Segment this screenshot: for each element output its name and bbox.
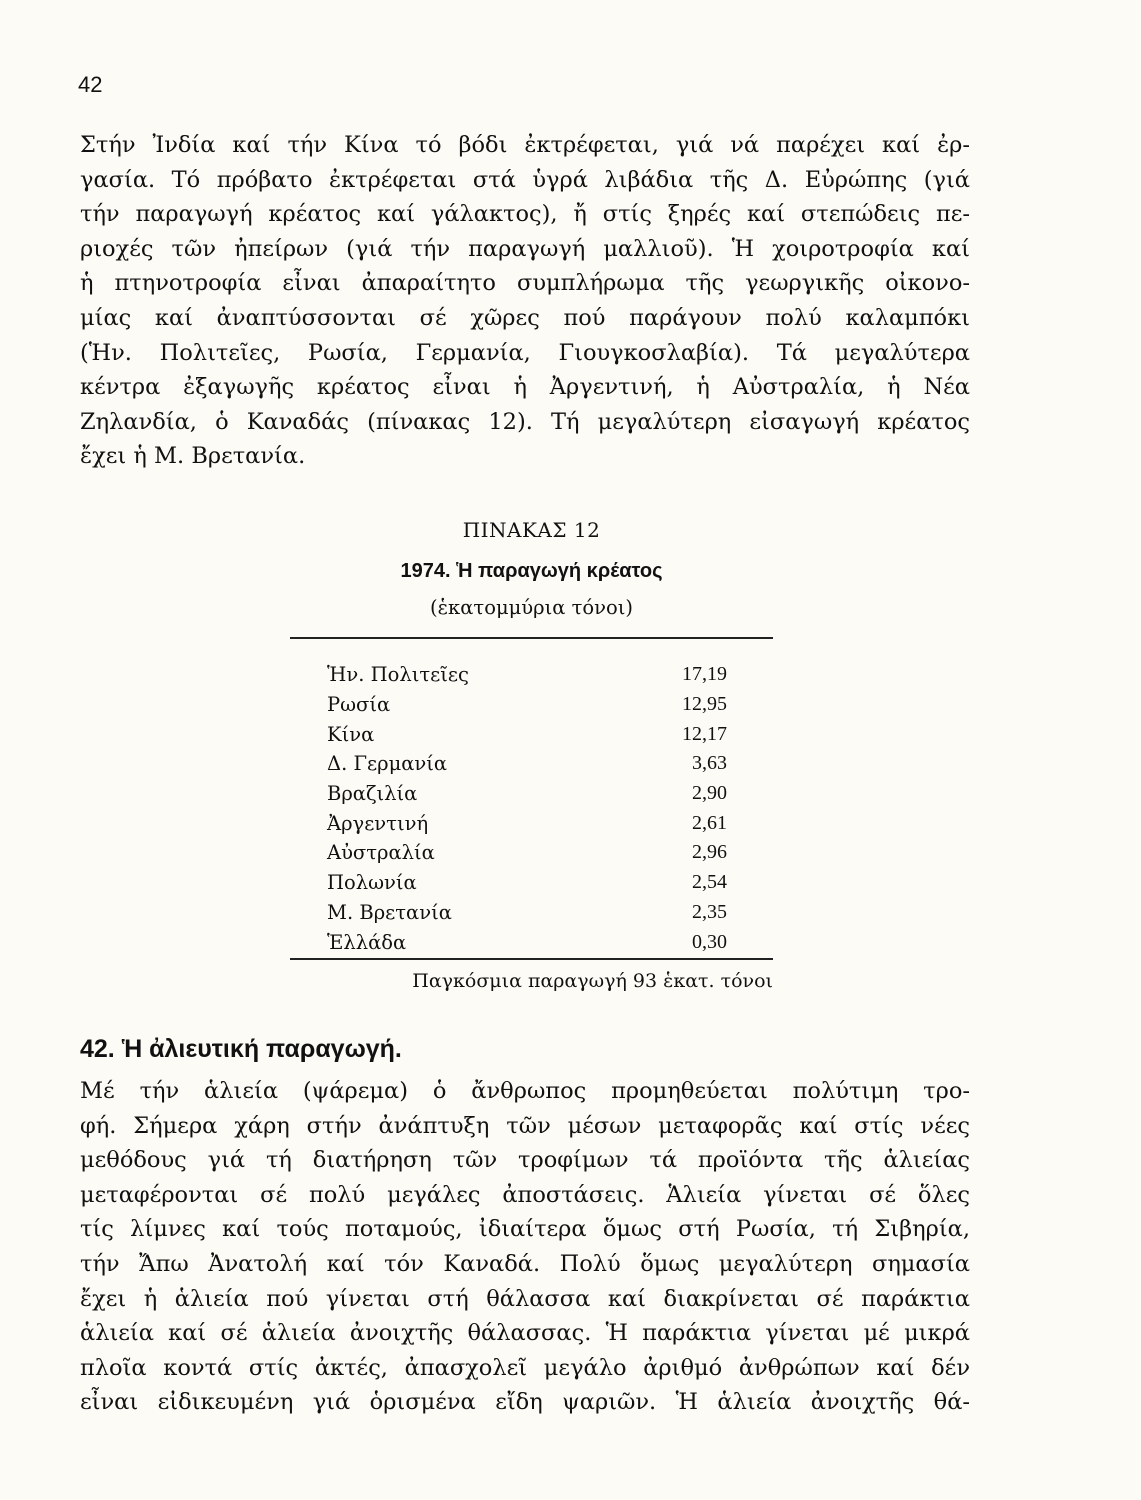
value-cell: 2,96 bbox=[692, 841, 727, 864]
table-bottom-rule bbox=[290, 958, 773, 960]
table-unit: (ἑκατομμύρια τόνοι) bbox=[429, 596, 633, 619]
table-row bbox=[327, 779, 727, 809]
table-row bbox=[327, 868, 727, 898]
value-cell: 2,61 bbox=[692, 811, 727, 834]
table-row bbox=[327, 808, 727, 838]
text-line: ἁλιεία καί σέ ἁλιεία ἀνοιχτῆς θάλασσας. Ἡ παράκτια γίνεται μέ μικρά bbox=[80, 1320, 970, 1347]
text-line: γασία. Τό πρόβατο ἐκτρέφεται στά ὑγρά λιβάδια τῆς Δ. Εὐρώπης (γιά bbox=[80, 166, 970, 193]
value-cell: 0,30 bbox=[692, 930, 727, 953]
text-line: Ζηλανδία, ὁ Καναδάς (πίνακας 12). Τή μεγαλύτερη εἰσαγωγή κρέατος bbox=[80, 408, 970, 435]
country-cell: Ἀργεντινή bbox=[327, 811, 429, 835]
page-number: 42 bbox=[78, 72, 103, 97]
value-cell: 2,35 bbox=[692, 900, 727, 923]
table-row bbox=[327, 927, 727, 957]
text-line: ριοχές τῶν ἠπείρων (γιά τήν παραγωγή μαλλιοῦ). Ἡ χοιροτροφία καί bbox=[80, 235, 970, 262]
paragraph-livestock bbox=[80, 128, 970, 474]
table-title: ΠΙΝΑΚΑΣ 12 bbox=[462, 518, 601, 542]
meat-production-table bbox=[327, 660, 727, 957]
paragraph-fishing bbox=[80, 1074, 970, 1420]
text-line: κέντρα ἐξαγωγῆς κρέατος εἶναι ἡ Ἀργεντινή, ἡ Αὐστραλία, ἡ Νέα bbox=[80, 374, 970, 401]
table-row bbox=[327, 898, 727, 928]
country-cell: Δ. Γερμανία bbox=[327, 752, 448, 776]
value-cell: 12,17 bbox=[682, 722, 727, 745]
country-cell: Αὐστραλία bbox=[327, 841, 435, 865]
text-line: (Ἡν. Πολιτεῖες, Ρωσία, Γερμανία, Γιουγκοσλαβία). Τά μεγαλύτερα bbox=[80, 339, 970, 366]
text-line: ἔχει ἡ Μ. Βρετανία. bbox=[80, 443, 306, 470]
table-footer: Παγκόσμια παραγωγή 93 ἑκατ. τόνοι bbox=[412, 970, 773, 992]
text-line: μίας καί ἀναπτύσσονται σέ χῶρες πού παράγουν πολύ καλαμπόκι bbox=[80, 304, 970, 331]
table-row bbox=[327, 749, 727, 779]
text-line: μεταφέρονται σέ πολύ μεγάλες ἀποστάσεις. Ἁλιεία γίνεται σέ ὅλες bbox=[80, 1181, 970, 1208]
text-line: τήν παραγωγή κρέατος καί γάλακτος), ἤ στίς ξηρές καί στεπώδεις πε- bbox=[80, 201, 970, 228]
table-row bbox=[327, 838, 727, 868]
text-line: εἶναι εἰδικευμένη γιά ὁρισμένα εἴδη ψαριῶν. Ἡ ἁλιεία ἀνοιχτῆς θά- bbox=[80, 1389, 970, 1416]
text-line: τήν Ἄπω Ἀνατολή καί τόν Καναδά. Πολύ ὅμως μεγαλύτερη σημασία bbox=[80, 1250, 970, 1277]
text-line: τίς λίμνες καί τούς ποταμούς, ἰδιαίτερα ὅμως στή Ρωσία, τή Σιβηρία, bbox=[80, 1216, 970, 1243]
text-line: ἔχει ἡ ἁλιεία πού γίνεται στή θάλασσα καί διακρίνεται σέ παράκτια bbox=[80, 1285, 970, 1312]
country-cell: Ἑλλάδα bbox=[327, 930, 407, 954]
value-cell: 3,63 bbox=[692, 752, 727, 775]
country-cell: Κίνα bbox=[327, 722, 375, 746]
country-cell: Βραζιλία bbox=[327, 782, 418, 806]
text-line: φή. Σήμερα χάρη στήν ἀνάπτυξη τῶν μέσων μεταφορᾶς καί στίς νέες bbox=[80, 1112, 970, 1139]
section-heading: 42. Ἡ ἀλιευτική παραγωγή. bbox=[80, 1035, 402, 1063]
country-cell: Πολωνία bbox=[327, 871, 417, 895]
table-row bbox=[327, 719, 727, 749]
value-cell: 2,54 bbox=[692, 871, 727, 894]
text-line: Στήν Ἰνδία καί τήν Κίνα τό βόδι ἐκτρέφεται, γιά νά παρέχει καί ἐρ- bbox=[80, 132, 970, 158]
text-line: μεθόδους γιά τή διατήρηση τῶν τροφίμων τά προϊόντα τῆς ἁλιείας bbox=[80, 1147, 970, 1174]
table-top-rule bbox=[290, 637, 773, 639]
value-cell: 17,19 bbox=[682, 663, 727, 686]
text-line: Μέ τήν ἁλιεία (ψάρεμα) ὁ ἄνθρωπος προμηθεύεται πολύτιμη τρο- bbox=[80, 1078, 970, 1104]
value-cell: 2,90 bbox=[692, 782, 727, 805]
table-subtitle: 1974. Ἡ παραγωγή κρέατος bbox=[400, 560, 663, 582]
table-row bbox=[327, 690, 727, 720]
country-cell: Ρωσία bbox=[327, 693, 391, 717]
country-cell: Μ. Βρετανία bbox=[327, 900, 452, 924]
text-line: ἡ πτηνοτροφία εἶναι ἀπαραίτητο συμπλήρωμα τῆς γεωργικῆς οἰκονο- bbox=[80, 270, 970, 297]
table-row bbox=[327, 660, 727, 690]
value-cell: 12,95 bbox=[682, 693, 727, 716]
text-line: πλοῖα κοντά στίς ἀκτές, ἀπασχολεῖ μεγάλο ἀριθμό ἀνθρώπων καί δέν bbox=[80, 1354, 970, 1381]
country-cell: Ἡν. Πολιτεῖες bbox=[327, 663, 469, 687]
